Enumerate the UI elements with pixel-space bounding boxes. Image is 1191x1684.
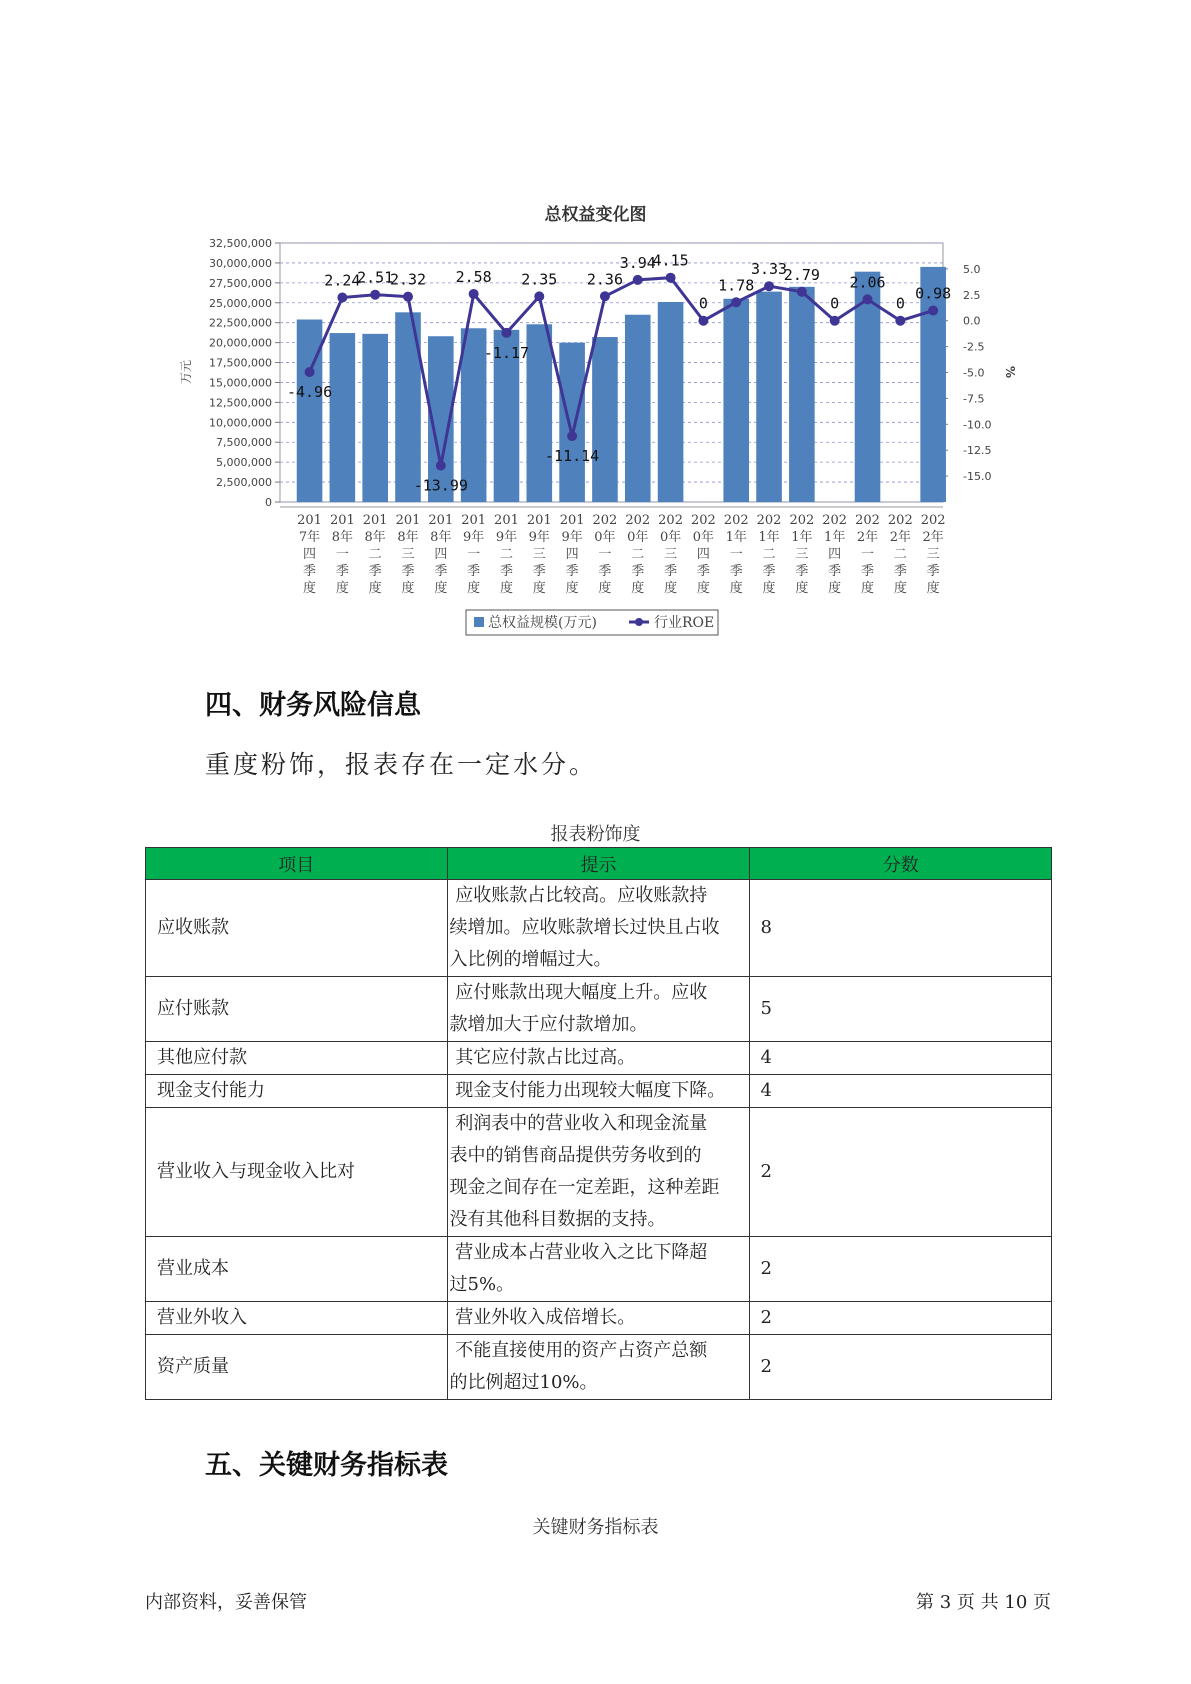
x-tick-label: 度 xyxy=(499,581,513,596)
bar xyxy=(297,320,323,502)
table-row xyxy=(146,1335,1052,1400)
x-tick-label: 三 xyxy=(532,547,546,562)
bar xyxy=(592,337,618,502)
roe-point xyxy=(534,291,544,301)
x-tick-label: 201 xyxy=(494,513,519,528)
row-hint xyxy=(447,1237,750,1302)
x-tick-label: 四 xyxy=(696,547,710,562)
x-tick-label: 202 xyxy=(625,513,651,528)
x-tick-label: 一 xyxy=(335,547,349,562)
x-tick-label: 季 xyxy=(729,564,743,579)
y-right-tick-label: -10.0 xyxy=(963,418,992,432)
x-tick-label: 季 xyxy=(565,564,579,579)
x-tick-label: 2年 xyxy=(889,530,911,545)
data-label: 2.32 xyxy=(389,270,427,289)
table-row xyxy=(146,977,1052,1042)
x-tick-label: 季 xyxy=(532,564,546,579)
x-tick-label: 201 xyxy=(526,513,552,528)
x-tick-label: 8年 xyxy=(430,530,452,545)
y-right-tick-label: -7.5 xyxy=(963,392,985,406)
x-tick-label: 201 xyxy=(297,513,322,528)
row-score: 4 xyxy=(750,1075,1052,1108)
roe-point xyxy=(830,316,840,326)
x-tick-label: 0年 xyxy=(659,530,682,545)
header-score: 分数 xyxy=(750,848,1052,880)
y-left-tick-label: 12,500,000 xyxy=(209,396,272,410)
x-tick-label: 202 xyxy=(723,513,749,528)
x-tick-label: 8年 xyxy=(364,530,386,545)
row-item: 现金支付能力 xyxy=(146,1075,448,1108)
data-label: -1.17 xyxy=(483,343,530,362)
row-score: 2 xyxy=(750,1335,1052,1400)
row-hint xyxy=(447,1075,750,1108)
x-tick-label: 度 xyxy=(631,581,645,596)
x-tick-label: 9年 xyxy=(463,530,485,545)
hint-line: 应收账款占比较高。应收账款持 xyxy=(449,885,708,906)
x-tick-label: 度 xyxy=(828,581,842,596)
x-tick-label: 度 xyxy=(664,581,678,596)
footer-page-number: 第 3 页 共 10 页 xyxy=(916,1592,1051,1613)
risk-table xyxy=(145,847,1052,1400)
table-row xyxy=(146,1108,1052,1237)
hint-line: 表中的销售商品提供劳务收到的 xyxy=(449,1145,702,1166)
x-tick-label: 度 xyxy=(532,581,546,596)
x-tick-label: 度 xyxy=(729,581,743,596)
x-tick-label: 二 xyxy=(893,547,907,562)
hint-line: 现金支付能力出现较大幅度下降。 xyxy=(449,1080,726,1101)
roe-point xyxy=(501,328,511,338)
data-label: 0.98 xyxy=(915,284,952,303)
x-tick-label: 度 xyxy=(861,581,875,596)
x-tick-label: 度 xyxy=(926,581,940,596)
data-label: 2.35 xyxy=(521,270,558,289)
roe-point xyxy=(863,294,873,304)
x-tick-label: 7年 xyxy=(298,530,321,545)
footer-confidential: 内部资料，妥善保管 xyxy=(145,1592,307,1613)
x-tick-label: 201 xyxy=(362,513,388,528)
data-label: 0 xyxy=(698,294,708,313)
y-left-tick-label: 25,000,000 xyxy=(209,296,272,310)
bar xyxy=(756,292,782,502)
x-tick-label: 度 xyxy=(696,581,710,596)
x-tick-label: 8年 xyxy=(397,530,419,545)
bar xyxy=(526,324,552,502)
x-tick-label: 202 xyxy=(789,513,815,528)
table-row xyxy=(146,880,1052,977)
hint-line: 没有其他科目数据的支持。 xyxy=(449,1209,666,1230)
roe-point xyxy=(567,431,577,441)
x-tick-label: 季 xyxy=(368,564,382,579)
hint-line: 款增加大于应付款增加。 xyxy=(449,1014,648,1035)
x-tick-label: 度 xyxy=(795,581,809,596)
y-right-tick-label: 0.0 xyxy=(963,314,981,328)
x-tick-label: 0年 xyxy=(692,530,715,545)
x-tick-label: 季 xyxy=(926,564,940,579)
x-tick-label: 四 xyxy=(828,547,842,562)
x-tick-label: 四 xyxy=(565,547,579,562)
y-right-tick-label: 2.5 xyxy=(963,288,981,302)
x-tick-label: 1年 xyxy=(824,530,846,545)
x-tick-label: 季 xyxy=(631,564,645,579)
x-tick-label: 度 xyxy=(598,581,612,596)
row-item: 营业收入与现金收入比对 xyxy=(146,1108,448,1237)
x-tick-label: 二 xyxy=(762,547,776,562)
roe-point xyxy=(370,290,380,300)
x-tick-label: 201 xyxy=(428,513,454,528)
x-tick-label: 1年 xyxy=(725,530,747,545)
data-label: 3.94 xyxy=(619,253,656,272)
row-hint xyxy=(447,1042,750,1075)
hint-line: 不能直接使用的资产占资产总额 xyxy=(449,1340,708,1361)
x-tick-label: 季 xyxy=(401,564,415,579)
row-score: 8 xyxy=(750,880,1052,977)
x-tick-label: 度 xyxy=(893,581,907,596)
x-tick-label: 202 xyxy=(658,513,683,528)
y-right-tick-label: 5.0 xyxy=(963,262,981,276)
data-label: 4.15 xyxy=(652,251,689,270)
hint-line: 营业成本占营业收入之比下降超 xyxy=(449,1242,708,1263)
y-left-tick-label: 17,500,000 xyxy=(209,356,272,370)
x-tick-label: 二 xyxy=(631,547,645,562)
row-score: 2 xyxy=(750,1237,1052,1302)
roe-point xyxy=(764,281,774,291)
x-tick-label: 季 xyxy=(499,564,513,579)
x-tick-label: 季 xyxy=(303,564,317,579)
legend-bar-swatch xyxy=(474,617,484,627)
x-tick-label: 度 xyxy=(368,581,382,596)
risk-table-header-row xyxy=(146,848,1052,880)
x-tick-label: 1年 xyxy=(791,530,813,545)
x-tick-label: 季 xyxy=(696,564,710,579)
y-left-tick-label: 2,500,000 xyxy=(216,476,272,490)
x-tick-label: 一 xyxy=(598,547,612,562)
chart-title: 总权益变化图 xyxy=(544,205,647,225)
hint-line: 过5%。 xyxy=(449,1274,515,1295)
x-tick-label: 度 xyxy=(762,581,776,596)
equity-chart xyxy=(0,0,1191,660)
roe-point xyxy=(797,287,807,297)
bar xyxy=(330,333,356,502)
bar xyxy=(362,334,388,502)
x-tick-label: 季 xyxy=(893,564,907,579)
x-tick-label: 季 xyxy=(664,564,678,579)
roe-point xyxy=(403,292,413,302)
hint-line: 入比例的增幅过大。 xyxy=(449,949,612,970)
x-tick-label: 三 xyxy=(401,547,415,562)
table-row xyxy=(146,1302,1052,1335)
y-left-tick-label: 30,000,000 xyxy=(209,256,272,270)
x-tick-label: 度 xyxy=(565,581,579,596)
x-tick-label: 季 xyxy=(828,564,842,579)
table-row xyxy=(146,1075,1052,1108)
x-tick-label: 202 xyxy=(855,513,880,528)
x-tick-label: 202 xyxy=(756,513,782,528)
bar xyxy=(723,299,749,502)
hint-line: 的比例超过10%。 xyxy=(449,1372,598,1393)
row-item: 应收账款 xyxy=(146,880,448,977)
data-label: 2.58 xyxy=(455,267,492,286)
header-item: 项目 xyxy=(146,848,448,880)
hint-line: 现金之间存在一定差距，这种差距 xyxy=(449,1177,720,1198)
roe-point xyxy=(928,306,938,316)
x-tick-label: 季 xyxy=(861,564,875,579)
x-tick-label: 季 xyxy=(467,564,481,579)
risk-table-caption: 报表粉饰度 xyxy=(550,824,641,845)
hint-line: 应付账款出现大幅度上升。应收 xyxy=(449,982,708,1003)
data-label: 0 xyxy=(895,294,905,313)
roe-point xyxy=(698,316,708,326)
row-item: 应付账款 xyxy=(146,977,448,1042)
x-tick-label: 2年 xyxy=(922,530,944,545)
x-tick-label: 度 xyxy=(335,581,349,596)
y-right-tick-label: -5.0 xyxy=(963,366,985,380)
x-tick-label: 202 xyxy=(887,513,913,528)
data-label: 3.33 xyxy=(750,260,788,279)
data-label: 0 xyxy=(830,294,840,313)
x-tick-label: 201 xyxy=(559,513,585,528)
y-right-tick-label: -2.5 xyxy=(963,340,985,354)
y-right-axis-label: % xyxy=(1003,365,1017,379)
y-right-tick-label: -15.0 xyxy=(963,470,992,484)
data-label: 2.51 xyxy=(357,268,394,287)
x-tick-label: 202 xyxy=(920,513,946,528)
row-hint xyxy=(447,1302,750,1335)
y-left-axis-label: 万元 xyxy=(179,359,193,385)
bar xyxy=(658,302,684,502)
row-score: 2 xyxy=(750,1302,1052,1335)
row-score: 2 xyxy=(750,1108,1052,1237)
roe-point xyxy=(305,367,315,377)
x-tick-label: 一 xyxy=(861,547,875,562)
section5-heading: 五、关键财务指标表 xyxy=(205,1450,448,1481)
table-row xyxy=(146,1042,1052,1075)
y-left-tick-label: 5,000,000 xyxy=(216,456,272,470)
row-item: 其他应付款 xyxy=(146,1042,448,1075)
y-left-tick-label: 32,500,000 xyxy=(209,237,272,250)
x-tick-label: 201 xyxy=(395,513,421,528)
key-indicator-table-caption: 关键财务指标表 xyxy=(532,1517,659,1538)
x-tick-label: 1年 xyxy=(758,530,780,545)
row-score: 4 xyxy=(750,1042,1052,1075)
x-tick-label: 季 xyxy=(795,564,809,579)
x-tick-label: 9年 xyxy=(528,530,550,545)
data-label: -11.14 xyxy=(545,447,600,466)
x-tick-label: 202 xyxy=(592,513,618,528)
y-right-tick-label: -12.5 xyxy=(963,444,992,458)
header-hint: 提示 xyxy=(447,848,750,880)
x-tick-label: 2年 xyxy=(856,530,879,545)
row-item: 营业外收入 xyxy=(146,1302,448,1335)
row-hint xyxy=(447,977,750,1042)
data-label: 2.36 xyxy=(586,270,623,289)
risk-summary: 重度粉饰，报表存在一定水分。 xyxy=(205,750,598,779)
x-tick-label: 0年 xyxy=(594,530,616,545)
x-tick-label: 202 xyxy=(690,513,716,528)
x-tick-label: 9年 xyxy=(561,530,583,545)
data-label: -4.96 xyxy=(286,383,333,402)
x-tick-label: 201 xyxy=(461,513,487,528)
row-item: 资产质量 xyxy=(146,1335,448,1400)
y-left-tick-label: 10,000,000 xyxy=(209,416,272,430)
legend-line-marker xyxy=(635,618,643,626)
x-tick-label: 9年 xyxy=(495,530,518,545)
row-hint xyxy=(447,880,750,977)
y-left-tick-label: 22,500,000 xyxy=(209,316,272,330)
roe-point xyxy=(895,316,905,326)
y-left-tick-label: 27,500,000 xyxy=(209,276,272,290)
y-left-tick-label: 7,500,000 xyxy=(216,436,272,450)
roe-point xyxy=(731,297,741,307)
x-tick-label: 一 xyxy=(729,547,743,562)
roe-point xyxy=(469,289,479,299)
hint-line: 其它应付款占比过高。 xyxy=(449,1047,636,1068)
x-tick-label: 季 xyxy=(335,564,349,579)
x-tick-label: 度 xyxy=(401,581,415,596)
x-tick-label: 0年 xyxy=(627,530,649,545)
x-tick-label: 四 xyxy=(434,547,448,562)
data-label: 2.06 xyxy=(849,273,886,292)
x-tick-label: 三 xyxy=(664,547,678,562)
hint-line: 利润表中的营业收入和现金流量 xyxy=(449,1113,708,1134)
x-tick-label: 度 xyxy=(467,581,481,596)
x-tick-label: 度 xyxy=(303,581,317,596)
roe-point xyxy=(436,461,446,471)
hint-line: 续增加。应收账款增长过快且占收 xyxy=(449,917,720,938)
x-tick-label: 三 xyxy=(926,547,940,562)
section4-heading: 四、财务风险信息 xyxy=(205,690,421,721)
roe-point xyxy=(633,275,643,285)
bar xyxy=(625,315,651,502)
x-tick-label: 季 xyxy=(762,564,776,579)
x-tick-label: 二 xyxy=(499,547,513,562)
data-label: 2.79 xyxy=(783,265,820,284)
table-row xyxy=(146,1237,1052,1302)
x-tick-label: 季 xyxy=(434,564,448,579)
x-tick-label: 二 xyxy=(368,547,382,562)
legend-bar-label: 总权益规模(万元) xyxy=(488,615,597,631)
row-hint xyxy=(447,1108,750,1237)
data-label: 1.78 xyxy=(718,276,755,295)
data-label: 2.24 xyxy=(324,271,361,290)
x-tick-label: 8年 xyxy=(331,530,354,545)
legend-line-label: 行业ROE xyxy=(654,615,715,631)
data-label: -13.99 xyxy=(413,476,468,495)
roe-point xyxy=(337,292,347,302)
row-item: 营业成本 xyxy=(146,1237,448,1302)
x-tick-label: 季 xyxy=(598,564,612,579)
y-left-tick-label: 15,000,000 xyxy=(209,376,272,390)
hint-line: 营业外收入成倍增长。 xyxy=(449,1307,636,1328)
bar xyxy=(789,287,815,502)
x-tick-label: 三 xyxy=(795,547,809,562)
x-tick-label: 一 xyxy=(467,547,481,562)
bar xyxy=(559,343,585,502)
row-score: 5 xyxy=(750,977,1052,1042)
x-tick-label: 四 xyxy=(303,547,317,562)
y-left-tick-label: 0 xyxy=(265,496,272,509)
x-tick-label: 201 xyxy=(329,513,355,528)
x-tick-label: 202 xyxy=(822,513,848,528)
row-hint xyxy=(447,1335,750,1400)
roe-point xyxy=(600,291,610,301)
roe-point xyxy=(666,273,676,283)
y-left-tick-label: 20,000,000 xyxy=(209,336,272,350)
x-tick-label: 度 xyxy=(434,581,448,596)
